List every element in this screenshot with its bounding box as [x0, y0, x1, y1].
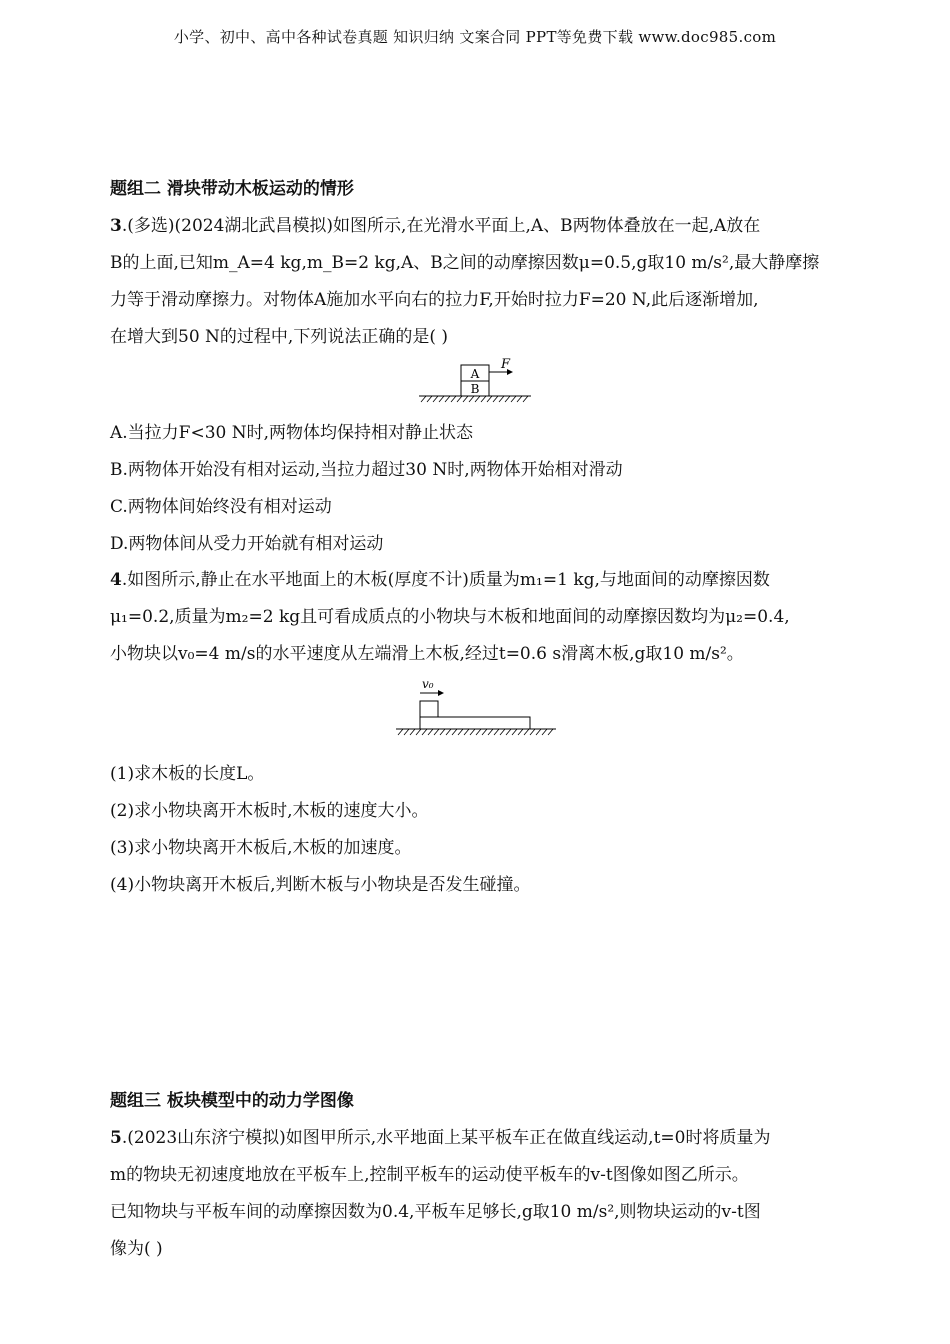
board — [420, 717, 530, 729]
option-b: B.两物体开始没有相对运动,当拉力超过30 N时,两物体开始相对滑动 — [110, 460, 623, 480]
question-text: 力等于滑动摩擦力。对物体A施加水平向右的拉力F,开始时拉力F=20 N,此后逐渐增加, — [110, 290, 759, 310]
question-number: 4 — [110, 570, 122, 590]
sub-question-2: (2)求小物块离开木板时,木板的速度大小。 — [110, 801, 429, 821]
question-text: μ₁=0.2,质量为m₂=2 kg且可看成质点的小物块与木板和地面间的动摩擦因数均为μ₂=0.4, — [110, 607, 790, 627]
stacked-blocks-figure — [415, 356, 535, 404]
block-a-label: A — [470, 367, 480, 381]
section-title-2: 题组二 滑块带动木板运动的情形 — [110, 179, 354, 199]
small-block — [420, 701, 438, 717]
ground-hatch — [398, 729, 553, 735]
question-text: 小物块以v₀=4 m/s的水平速度从左端滑上木板,经过t=0.6 s滑离木板,g取10 m/s²。 — [110, 644, 744, 664]
question-text: B的上面,已知m_A=4 kg,m_B=2 kg,A、B之间的动摩擦因数μ=0.5,g取10 m/s²,最大静摩擦 — [110, 253, 820, 273]
block-b-label: B — [470, 382, 480, 396]
section-title-3: 题组三 板块模型中的动力学图像 — [110, 1091, 354, 1111]
question-text: .(2023山东济宁模拟)如图甲所示,水平地面上某平板车正在做直线运动,t=0时将质量为 — [121, 1128, 771, 1148]
question-text: .(多选)(2024湖北武昌模拟)如图所示,在光滑水平面上,A、B两物体叠放在一起,A放在 — [121, 216, 761, 236]
sub-question-1: (1)求木板的长度L。 — [110, 764, 265, 784]
option-c: C.两物体间始终没有相对运动 — [110, 497, 332, 517]
option-a: A.当拉力F<30 N时,两物体均保持相对静止状态 — [110, 423, 474, 443]
force-label: F — [501, 357, 511, 372]
option-d: D.两物体间从受力开始就有相对运动 — [110, 534, 384, 554]
velocity-label: v₀ — [422, 677, 434, 691]
ground-hatch — [421, 396, 528, 402]
question-number: 3 — [110, 216, 122, 236]
question-text: .如图所示,静止在水平地面上的木板(厚度不计)质量为m₁=1 kg,与地面间的动摩擦因数 — [121, 570, 770, 590]
board-block-figure — [392, 674, 562, 738]
page-header: 小学、初中、高中各种试卷真题 知识归纳 文案合同 PPT等免费下载 www.doc985.com — [173, 28, 777, 46]
question-text: 已知物块与平板车间的动摩擦因数为0.4,平板车足够长,g取10 m/s²,则物块运动的v-t图 — [110, 1202, 761, 1222]
question-text: m的物块无初速度地放在平板车上,控制平板车的运动使平板车的v-t图像如图乙所示。 — [110, 1165, 749, 1185]
question-text: 像为( ) — [110, 1239, 163, 1259]
sub-question-3: (3)求小物块离开木板后,木板的加速度。 — [110, 838, 412, 858]
question-text: 在增大到50 N的过程中,下列说法正确的是( ) — [110, 327, 448, 347]
question-number: 5 — [110, 1128, 122, 1148]
sub-question-4: (4)小物块离开木板后,判断木板与小物块是否发生碰撞。 — [110, 875, 531, 895]
